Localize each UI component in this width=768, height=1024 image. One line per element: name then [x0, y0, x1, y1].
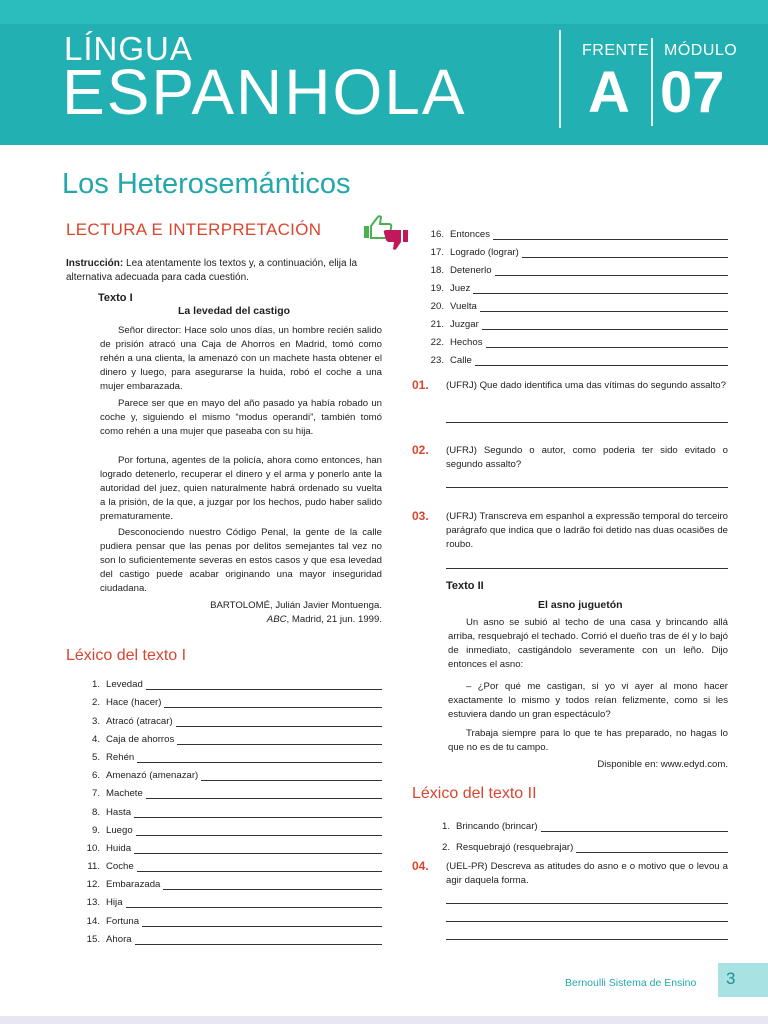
instruction: [66, 257, 384, 285]
header-divider: [559, 30, 561, 128]
lexico-answer-line[interactable]: [522, 248, 728, 258]
lexico-item-number: 1.: [91, 679, 100, 691]
lexico-item-word: Hechos: [450, 337, 483, 348]
modulo-label: MÓDULO: [664, 42, 738, 59]
lexico-answer-line[interactable]: [176, 717, 382, 727]
lexico-answer-line[interactable]: [134, 844, 382, 854]
header-banner: [0, 0, 768, 145]
texto1-source: [100, 613, 382, 627]
lexico-item-number: 17.: [430, 247, 444, 258]
answer-line[interactable]: [446, 921, 728, 922]
question-number: 03.: [412, 509, 429, 523]
texto1-label: Texto I: [98, 292, 133, 304]
texto1-paragraph: Por fortuna, agentes de la policía, ahora como entonces, han logrado detenerlo, recuperar el dinero y el arma y ponerlo ante la autoridad del juez, quien naturalmente habrá ordenado su vuelta a la prisión, de la que, a juzgar por los hechos, pudo haber salido prematuramente.: [100, 455, 382, 522]
lexico-answer-line[interactable]: [142, 917, 382, 927]
lexico-answer-line[interactable]: [480, 302, 728, 312]
texto2-paragraph: – ¿Por qué me castigan, si yo vi ayer al mono hacer exactamente lo mismo y todos reían felizmente, como si les estuviera dando un gran espectáculo?: [448, 681, 728, 720]
texto2-paragraph: Trabaja siempre para lo que te has preparado, no hagas lo que no es de tu campo.: [448, 728, 728, 753]
bottom-strip: [0, 1016, 768, 1024]
lexico-answer-line[interactable]: [177, 735, 382, 745]
texto2-title: El asno juguetón: [538, 599, 623, 611]
lexico-item-number: 4.: [91, 733, 100, 745]
lexico-answer-line[interactable]: [201, 771, 382, 781]
lexico-item: [80, 854, 382, 872]
thumbs-down-icon: [384, 230, 408, 250]
lexico-item: [424, 348, 728, 366]
lexico-item: [424, 222, 728, 240]
lexico-item-number: 14.: [86, 915, 100, 927]
lexico-item-word: Caja de ahorros: [106, 733, 175, 745]
section-heading: LECTURA E INTERPRETACIÓN: [66, 220, 322, 239]
instruction-label: Instrucción:: [66, 258, 124, 269]
lexico-item-word: Logrado (lograr): [450, 247, 519, 258]
lexico-answer-line[interactable]: [473, 284, 728, 294]
lexico-item: [424, 294, 728, 312]
lexico-item-word: Juez: [450, 283, 471, 294]
lexico-answer-line[interactable]: [137, 753, 382, 763]
lexico-item-number: 1.: [441, 821, 450, 832]
question-text: (UEL-PR) Descreva as atitudes do asno e o motivo que o levou a agir daquela forma.: [446, 861, 728, 886]
lexico-item: [80, 727, 382, 745]
lexico-answer-line[interactable]: [576, 843, 728, 853]
lexico-answer-line[interactable]: [541, 822, 728, 832]
frente-value: A: [588, 60, 630, 125]
lexico-item-word: Atracó (atracar): [106, 715, 173, 727]
lexico-item: [80, 890, 382, 908]
instruction-text: Lea atentamente los textos y, a continuación, elija la alternativa adecuada para cada cuestión.: [66, 258, 358, 283]
lexico-answer-line[interactable]: [482, 320, 728, 330]
footer-publisher: Bernoulli Sistema de Ensino: [565, 977, 697, 989]
lexico-item-word: Detenerlo: [450, 265, 492, 276]
lexico-item-word: Brincando (brincar): [456, 821, 538, 832]
lexico2-list: [430, 811, 728, 853]
lexico-item-number: 23.: [430, 355, 444, 366]
question-text: (UFRJ) Transcreva em espanhol a expressão temporal do terceiro parágrafo que indica que o ladrão foi detido nas duas ocasiões de roubo.: [446, 511, 728, 550]
lexico-answer-line[interactable]: [495, 266, 728, 276]
lexico-answer-line[interactable]: [164, 698, 382, 708]
lexico-item: [80, 818, 382, 836]
lexico-item-number: 19.: [430, 283, 444, 294]
lexico-item-number: 18.: [430, 265, 444, 276]
lexico1-list-left: [80, 672, 382, 945]
lexico-answer-line[interactable]: [137, 862, 382, 872]
texto2-paragraph: Un asno se subió al techo de una casa y brincando allá arriba, resquebrajó el techado. Corrió el dueño tras de él y lo bajó de inmediato, castigándolo severamente con un leño. Dijo entonces el asno:: [448, 617, 728, 670]
answer-line[interactable]: [446, 487, 728, 488]
lexico-item: [430, 811, 728, 832]
lexico-item-word: Fortuna: [106, 915, 140, 927]
lexico-item: [424, 258, 728, 276]
lexico-item: [80, 708, 382, 726]
lexico-item: [424, 312, 728, 330]
lexico-item: [424, 276, 728, 294]
lexico-item-number: 2.: [91, 697, 100, 709]
lexico-item-number: 15.: [86, 933, 100, 945]
lexico-item: [80, 781, 382, 799]
lexico-item: [80, 799, 382, 817]
lexico-item-number: 5.: [91, 751, 100, 763]
lexico-item-word: Levedad: [106, 679, 143, 691]
lexico-item-word: Vuelta: [450, 301, 477, 312]
question-text: (UFRJ) Segundo o autor, como poderia ter sido evitado o segundo assalto?: [446, 445, 728, 470]
question-number: 02.: [412, 443, 429, 457]
lexico-item-word: Juzgar: [450, 319, 479, 330]
lexico-item-number: 3.: [91, 715, 100, 727]
modulo-value: 07: [660, 60, 725, 125]
question-number: 04.: [412, 859, 429, 873]
lexico-answer-line[interactable]: [146, 680, 382, 690]
lexico-item-word: Embarazada: [106, 879, 161, 891]
lexico-item-word: Coche: [106, 861, 134, 873]
subject-line-2: ESPANHOLA: [62, 56, 467, 128]
lexico-item-number: 20.: [430, 301, 444, 312]
lexico-item-word: Amenazó (amenazar): [106, 770, 199, 782]
lexico-answer-line[interactable]: [163, 880, 382, 890]
question-number: 01.: [412, 378, 429, 392]
lexico-item-word: Luego: [106, 824, 133, 836]
lexico-item-word: Rehén: [106, 751, 135, 763]
lexico-answer-line[interactable]: [126, 898, 382, 908]
lexico-answer-line[interactable]: [146, 789, 382, 799]
lexico-item-number: 12.: [86, 879, 100, 891]
lexico-item-word: Entonces: [450, 229, 491, 240]
lexico-answer-line[interactable]: [134, 808, 382, 818]
lexico-item-word: Machete: [106, 788, 143, 800]
lexico-item-number: 21.: [430, 319, 444, 330]
lexico-item: [80, 745, 382, 763]
lexico-answer-line[interactable]: [475, 356, 728, 366]
lexico-item: [80, 690, 382, 708]
answer-line[interactable]: [446, 903, 728, 904]
lexico-item: [424, 240, 728, 258]
lexico-item-word: Hija: [106, 897, 123, 909]
header-divider: [651, 38, 653, 126]
texto1-author: BARTOLOMÉ, Julián Javier Montuenga.: [210, 600, 382, 611]
frente-label: FRENTE: [582, 42, 649, 59]
thumbs-up-down-icon: [362, 214, 410, 252]
lexico-item-word: Huida: [106, 842, 132, 854]
texto1-source-rest: , Madrid, 21 jun. 1999.: [286, 614, 382, 625]
texto1-paragraph: Señor director: Hace solo unos días, un hombre recién salido de prisión atracó una Caja de Ahorros en Madrid, tomó como rehén a una clienta, la amenazó con un machete hasta obtener el dinero y luego, para asegurarse la huida, robó el coche a una mujer embarazada.: [100, 325, 382, 392]
lexico-item-word: Hace (hacer): [106, 697, 162, 709]
lexico-item-number: 8.: [91, 806, 100, 818]
page-title: Los Heterosemánticos: [62, 168, 351, 200]
lexico-item-number: 13.: [86, 897, 100, 909]
lexico-item: [424, 330, 728, 348]
lexico-item-number: 10.: [86, 842, 100, 854]
lexico-answer-line[interactable]: [486, 338, 728, 348]
lexico-item-number: 6.: [91, 770, 100, 782]
lexico-item: [80, 872, 382, 890]
answer-line[interactable]: [446, 939, 728, 940]
texto1-title: La levedad del castigo: [178, 305, 291, 317]
texto1-paragraph: Desconociendo nuestro Código Penal, la gente de la calle pudiera pensar que las penas por delitos semejantes tal vez no son lo suficientemente severas en estos casos y que esa levedad del castigo puede acabar originando una mayor inseguridad ciudadana.: [100, 527, 382, 594]
texto2-source: Disponible en: www.edyd.com.: [597, 759, 728, 770]
lexico-item-number: 22.: [430, 337, 444, 348]
lexico-item: [80, 836, 382, 854]
texto2-label: Texto II: [446, 580, 484, 592]
lexico1-heading: Léxico del texto I: [66, 647, 187, 664]
footer-page-box: [718, 963, 768, 997]
subject-line-1: LÍNGUA: [64, 30, 193, 67]
lexico-item-word: Ahora: [106, 933, 132, 945]
lexico-item-number: 7.: [91, 788, 100, 800]
lexico-item: [430, 832, 728, 853]
answer-line[interactable]: [446, 568, 728, 569]
lexico-answer-line[interactable]: [136, 826, 382, 836]
lexico-answer-line[interactable]: [493, 230, 728, 240]
lexico-item-number: 11.: [87, 861, 100, 873]
page-number: 3: [726, 969, 736, 988]
texto1-paragraph: Parece ser que en mayo del año pasado ya había robado un coche y, siguiendo el mismo “modus operandi”, también tomó como rehén a una mujer que paseaba con su hija.: [100, 398, 382, 437]
lexico-item: [80, 927, 382, 945]
lexico-item-word: Calle: [450, 355, 472, 366]
answer-line[interactable]: [446, 422, 728, 423]
lexico-item-word: Resquebrajó (resquebrajar): [456, 842, 574, 853]
texto1-source-title: ABC: [266, 614, 287, 625]
lexico-answer-line[interactable]: [135, 935, 382, 945]
header-top-strip: [0, 0, 768, 24]
lexico1-list-right: [424, 222, 728, 366]
lexico-item-word: Hasta: [106, 806, 132, 818]
lexico-item-number: 9.: [91, 824, 100, 836]
lexico-item-number: 2.: [441, 842, 450, 853]
lexico2-heading: Léxico del texto II: [412, 785, 537, 802]
lexico-item: [80, 908, 382, 926]
lexico-item-number: 16.: [430, 229, 444, 240]
lexico-item: [80, 763, 382, 781]
question-text: (UFRJ) Que dado identifica uma das vítimas do segundo assalto?: [446, 380, 726, 391]
lexico-item: [80, 672, 382, 690]
